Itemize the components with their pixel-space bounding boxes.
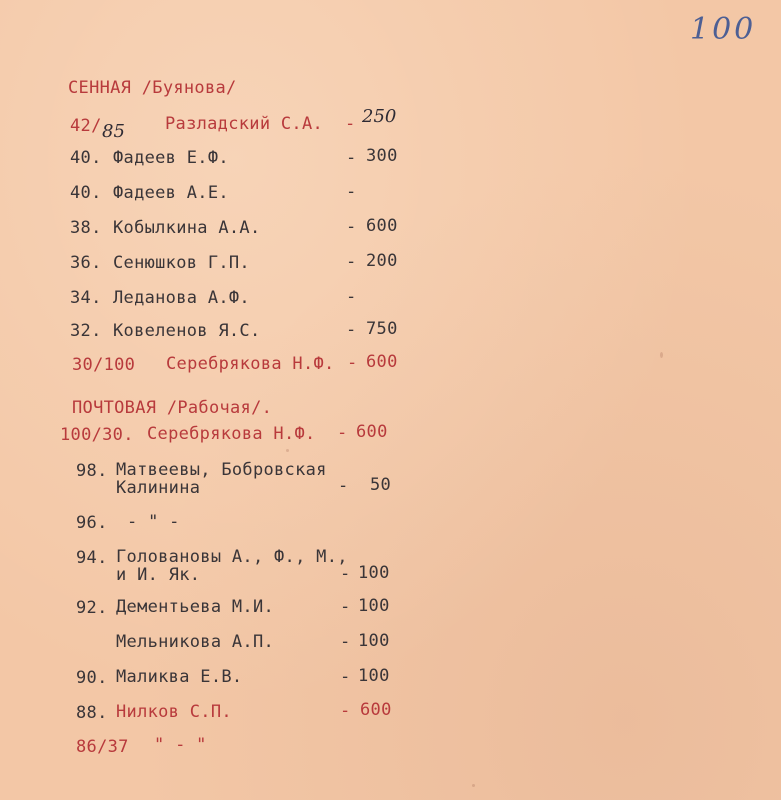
row-amount: 600: [360, 700, 392, 720]
row-number: 100/30.: [60, 425, 134, 445]
row-name: Маликва Е.В.: [116, 667, 243, 687]
page-number: 100: [690, 12, 757, 47]
row-name: Серебрякова Н.Ф.: [166, 354, 335, 374]
row-dash: -: [346, 320, 357, 340]
row-number: 38.: [70, 218, 102, 238]
row-number: 92.: [76, 598, 108, 618]
row-amount: 300: [366, 146, 398, 166]
row-number: 32.: [70, 321, 102, 341]
row-name: Разладский С.А.: [165, 114, 324, 134]
row-amount: 600: [356, 422, 388, 442]
row-name: Серебрякова Н.Ф.: [147, 424, 316, 444]
section1-title: СЕННАЯ /Буянова/: [68, 78, 237, 98]
row-dash: -: [340, 597, 351, 617]
row-amount: 100: [358, 631, 390, 651]
row-name: Леданова А.Ф.: [113, 288, 250, 308]
row-number: 40.: [70, 183, 102, 203]
row-name-continued: Калинина: [116, 478, 201, 498]
row-dash: -: [346, 148, 357, 168]
row-amount: 100: [358, 563, 390, 583]
row-number: 86/37: [76, 737, 129, 757]
row-name: Кобылкина А.А.: [113, 218, 261, 238]
row-dash: -: [346, 217, 357, 237]
handwritten-amount: 250: [362, 106, 397, 127]
row-name: Фадеев А.Е.: [113, 183, 229, 203]
row-name: Фадеев Е.Ф.: [113, 148, 229, 168]
row-dash: -: [338, 476, 349, 496]
row-dash: -: [340, 667, 351, 687]
row-number: 98.: [76, 461, 108, 481]
row-number: 34.: [70, 288, 102, 308]
row-number: 30/100: [72, 355, 136, 375]
paper-speck: [660, 352, 663, 358]
row-number: 96.: [76, 513, 108, 533]
row-amount: 600: [366, 352, 398, 372]
row-dash: -: [340, 564, 351, 584]
row-name: Ковеленов Я.С.: [113, 321, 261, 341]
paper-speck: [472, 784, 475, 787]
row-dash: -: [347, 353, 358, 373]
row-name: Матвеевы, Бобровская: [116, 460, 327, 480]
row-number: 88.: [76, 703, 108, 723]
row-number: 90.: [76, 668, 108, 688]
row-amount: 750: [366, 319, 398, 339]
row-name: Дементьева М.И.: [116, 597, 275, 617]
row-name: Головановы А., Ф., М.,: [116, 547, 348, 567]
row-number: 40.: [70, 148, 102, 168]
section2-title: ПОЧТОВАЯ /Рабочая/.: [72, 398, 273, 418]
row-name: Мельникова А.П.: [116, 632, 275, 652]
row-name: - " -: [127, 512, 180, 532]
row-dash: -: [346, 287, 357, 307]
row-amount: 50: [370, 475, 392, 495]
row-dash: -: [337, 423, 348, 443]
row-name: Сенюшков Г.П.: [113, 253, 250, 273]
row-amount: 200: [366, 251, 398, 271]
row-amount: 100: [358, 666, 390, 686]
row-dash: -: [340, 701, 351, 721]
row-name-continued: и И. Як.: [116, 565, 201, 585]
row-dash: -: [346, 252, 357, 272]
row-amount: 600: [366, 216, 398, 236]
row-dash: -: [345, 114, 356, 134]
handwritten-number: 85: [102, 121, 125, 142]
row-number: 36.: [70, 253, 102, 273]
paper-speck: [286, 449, 289, 452]
row-number: 42/: [70, 116, 102, 136]
row-dash: -: [346, 182, 357, 202]
row-dash: -: [340, 632, 351, 652]
row-name: Нилков С.П.: [116, 702, 232, 722]
row-number: 94.: [76, 548, 108, 568]
row-amount: 100: [358, 596, 390, 616]
row-name: " - ": [154, 735, 207, 755]
